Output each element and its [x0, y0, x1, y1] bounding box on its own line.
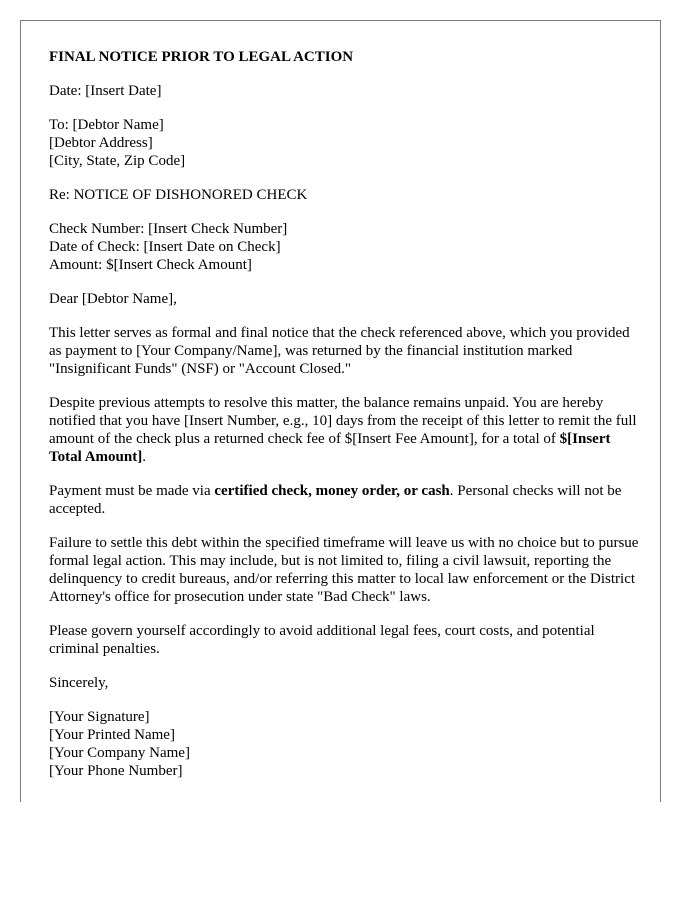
paragraph-notice: This letter serves as formal and final notice that the check referenced above, which you provided as payment to [Your Company/Name], was returned by the financial institution marked "Insignificant Funds" (NSF) or "Account Closed." — [49, 325, 630, 377]
letter-title: FINAL NOTICE PRIOR TO LEGAL ACTION — [49, 49, 354, 65]
recipient-address: [Debtor Address] — [49, 135, 153, 151]
company-name: [Your Company Name] — [49, 745, 190, 761]
check-details — [49, 220, 639, 274]
recipient-city-state-zip: [City, State, Zip Code] — [49, 153, 186, 169]
payment-methods: certified check, money order, or cash — [214, 483, 450, 499]
date-line: Date: [Insert Date] — [49, 83, 162, 99]
paragraph-payment-deadline-end: . — [142, 449, 146, 465]
recipient-name: To: [Debtor Name] — [49, 117, 164, 133]
salutation: Dear [Debtor Name], — [49, 291, 177, 307]
check-date: Date of Check: [Insert Date on Check] — [49, 239, 281, 255]
signature-block — [49, 708, 639, 780]
phone-number: [Your Phone Number] — [49, 763, 183, 779]
paragraph-payment-method — [49, 482, 639, 518]
paragraph-payment-deadline — [49, 394, 639, 466]
subject-line: Re: NOTICE OF DISHONORED CHECK — [49, 187, 308, 203]
paragraph-warning: Please govern yourself accordingly to avoid additional legal fees, court costs, and potential criminal penalties. — [49, 623, 595, 657]
closing: Sincerely, — [49, 675, 109, 691]
paragraph-payment-method-text: Payment must be made via — [49, 483, 215, 499]
paragraph-legal-action: Failure to settle this debt within the specified timeframe will leave us with no choice but to pursue formal legal action. This may include, but is not limited to, filing a civil lawsuit, reporting the delinquency to credit bureaus, and/or referring this matter to local law enforcement or the District Attorney's office for prosecution under state "Bad Check" laws. — [49, 535, 639, 605]
recipient-block — [49, 116, 639, 170]
check-amount: Amount: $[Insert Check Amount] — [49, 257, 252, 273]
check-number: Check Number: [Insert Check Number] — [49, 221, 288, 237]
letter-page — [20, 20, 661, 802]
total-amount: $[Insert Total Amount] — [49, 431, 611, 465]
paragraph-payment-deadline-text: Despite previous attempts to resolve this matter, the balance remains unpaid. You are hereby notified that you have [Insert Number, e.g., 10] days from the receipt of this letter to remit the full amount of the check plus a returned check fee of $[Insert Fee Amount], for a total of — [49, 395, 637, 447]
printed-name: [Your Printed Name] — [49, 727, 175, 743]
paragraph-payment-method-end: . Personal checks will not be accepted. — [49, 483, 622, 517]
signature: [Your Signature] — [49, 709, 150, 725]
letter-body — [49, 48, 639, 796]
